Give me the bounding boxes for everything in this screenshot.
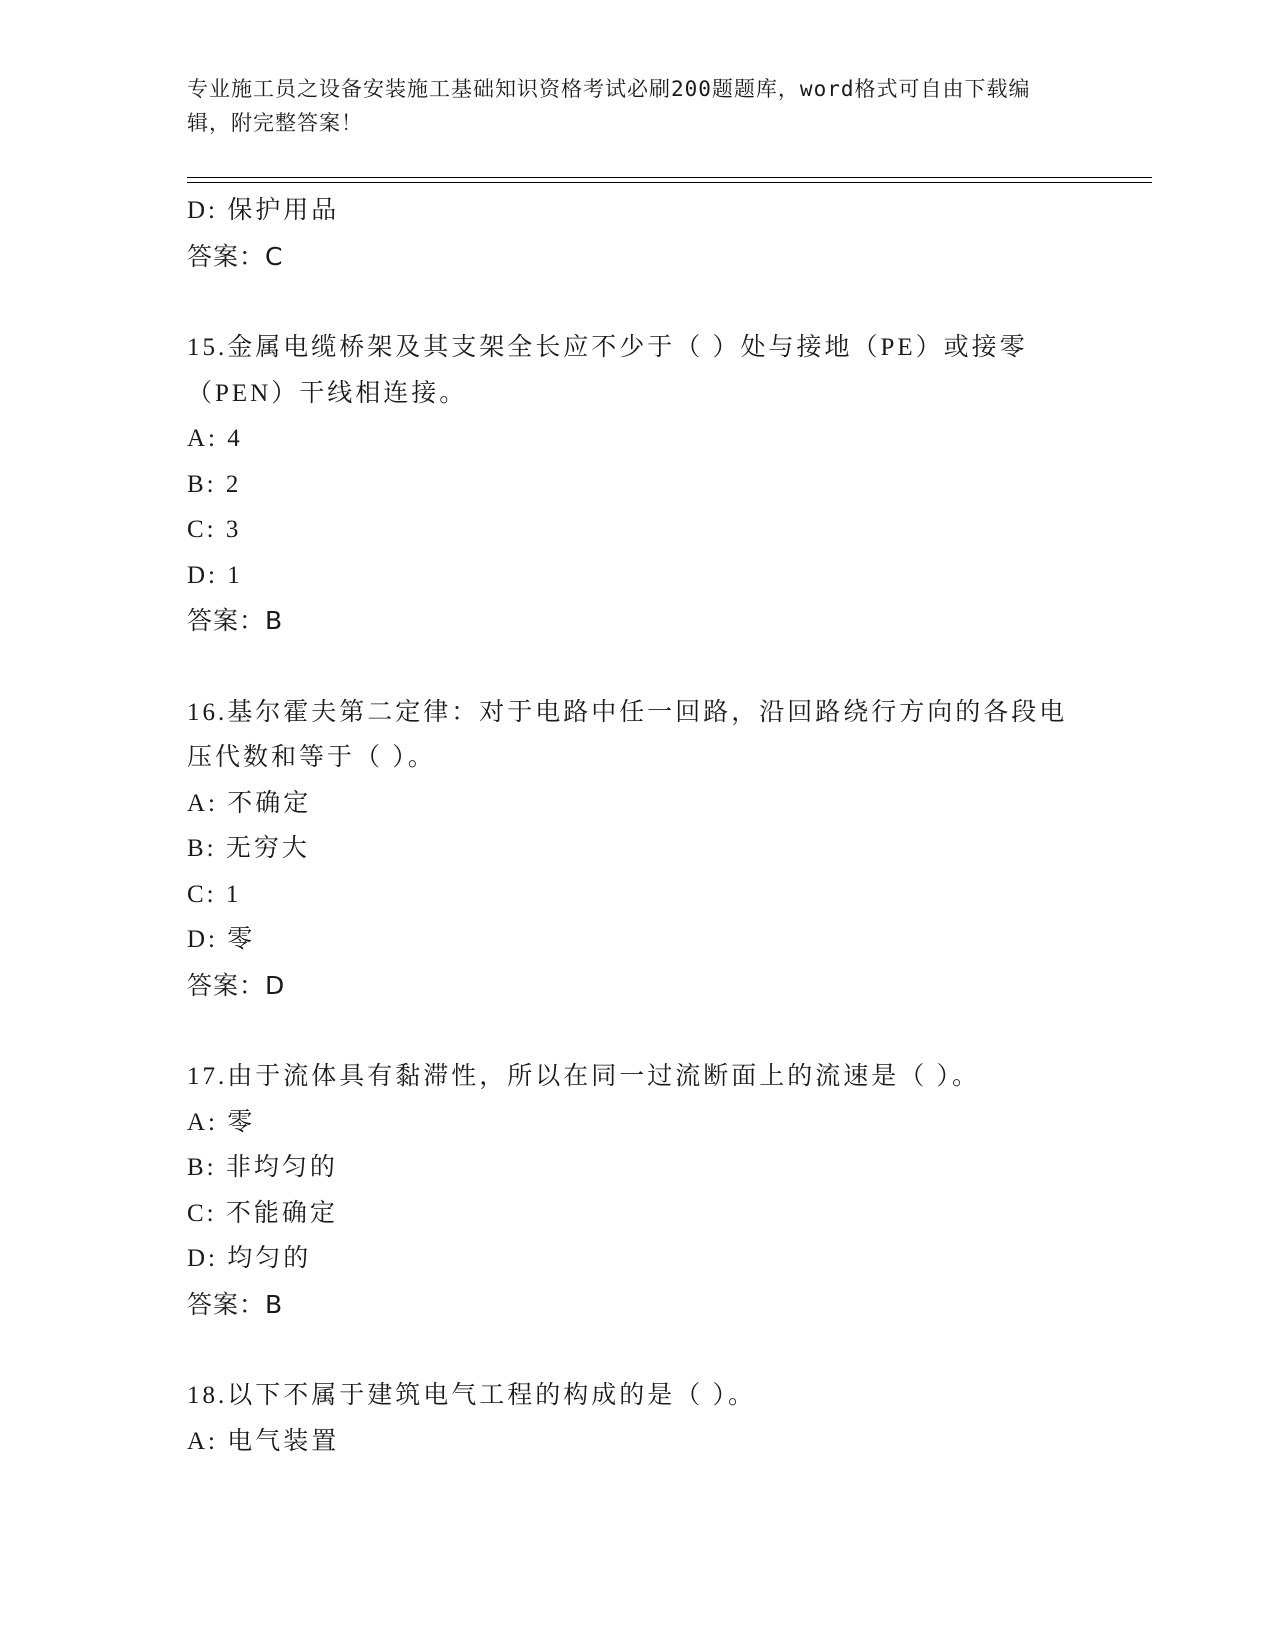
answer-line: 答案：B — [187, 1289, 284, 1319]
question-15 — [187, 325, 1087, 644]
option-c: C: 不能确定 — [187, 1199, 338, 1227]
option-b: B: 2 — [187, 470, 242, 498]
answer-line: 答案：D — [187, 970, 286, 1000]
option-c: C: 1 — [187, 880, 242, 908]
question-list — [187, 188, 1087, 1464]
question-stem: 15.金属电缆桥架及其支架全长应不少于（ ）处与接地（PE）或接零（PEN）干线相连接。 — [187, 334, 1028, 407]
question-stem: 17.由于流体具有黏滞性，所以在同一过流断面上的流速是（ ）。 — [187, 1063, 981, 1090]
option-a: A: 零 — [187, 1108, 256, 1136]
spacer — [187, 1008, 1087, 1054]
option-d: D: 零 — [187, 926, 256, 953]
question-18 — [187, 1373, 1087, 1464]
spacer — [187, 644, 1087, 690]
option-b: B: 非均匀的 — [187, 1154, 338, 1181]
option-a: A: 4 — [187, 425, 243, 452]
option-d: D: 保护用品 — [187, 197, 340, 224]
option-b: B: 无穷大 — [187, 835, 310, 862]
question-16 — [187, 690, 1087, 1009]
spacer — [187, 279, 1087, 325]
answer-line: 答案：B — [187, 606, 284, 635]
question-stem: 16.基尔霍夫第二定律：对于电路中任一回路，沿回路绕行方向的各段电压代数和等于（ ）。 — [187, 698, 1068, 771]
option-a: A: 不确定 — [187, 789, 312, 817]
option-a: A: 电气装置 — [187, 1427, 340, 1455]
question-17 — [187, 1054, 1087, 1327]
header-rule-top — [187, 177, 1152, 178]
spacer — [187, 1327, 1087, 1373]
question-stem: 18.以下不属于建筑电气工程的构成的是（ ）。 — [187, 1382, 757, 1409]
header-rule-bottom — [187, 182, 1152, 183]
document-header: 专业施工员之设备安装施工基础知识资格考试必刷200题题库，word格式可自由下载编辑，附完整答案！ — [187, 77, 1031, 135]
option-d: D: 均匀的 — [187, 1245, 312, 1272]
option-c: C: 3 — [187, 516, 242, 543]
option-d: D: 1 — [187, 561, 243, 589]
answer-line: 答案：C — [187, 241, 284, 271]
